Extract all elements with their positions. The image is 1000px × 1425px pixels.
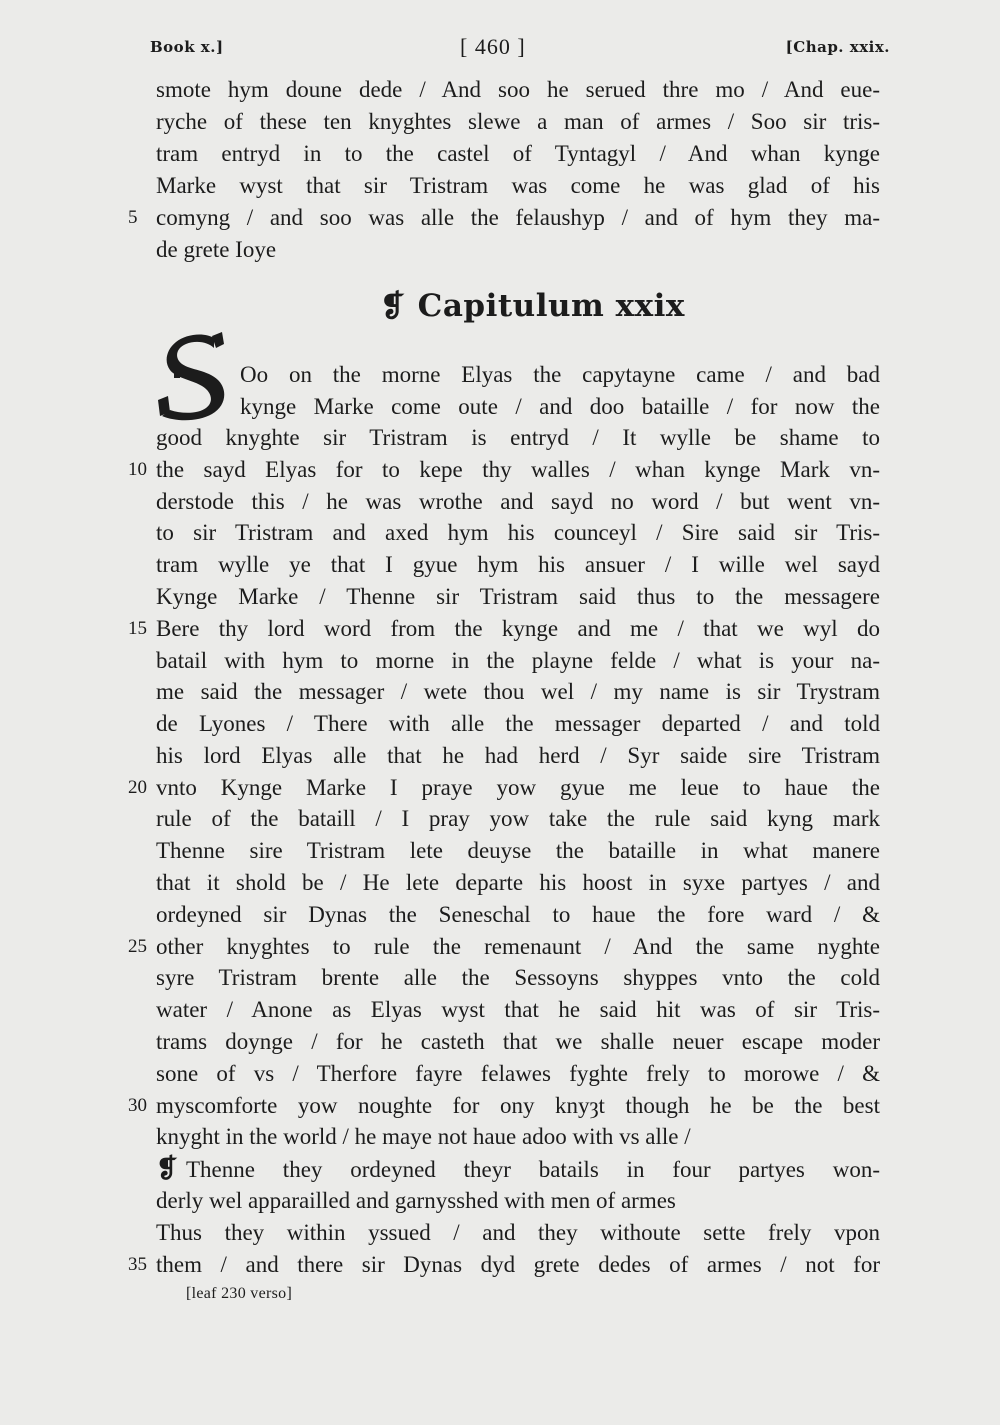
- text-line: smote hym doune dede / And soo he serued thre mo / And eue-: [156, 77, 880, 102]
- header-book-label: Book x.]: [150, 38, 224, 56]
- line-number: 15: [128, 618, 147, 639]
- text-line: rule of the bataill / I pray yow take the rule said kyng mark: [156, 806, 880, 831]
- text-line: Bere thy lord word from the kynge and me / that we wyl do: [156, 616, 880, 641]
- text-line: ❡ Thenne they ordeyned theyr batails in four partyes won-: [156, 1154, 880, 1183]
- line-number: 10: [128, 459, 147, 480]
- line-number: 5: [128, 207, 138, 228]
- drop-cap-s: [152, 330, 236, 422]
- text-line: his lord Elyas alle that he had herd / Syr saide sire Tristram: [156, 743, 880, 768]
- text-line: knyght in the world / he maye not haue adoo with vs alle /: [156, 1124, 691, 1149]
- text-line: water / Anone as Elyas wyst that he said hit was of sir Tris-: [156, 997, 880, 1022]
- text-line: the sayd Elyas for to kepe thy walles / whan kynge Mark vn-: [156, 457, 880, 482]
- text-line: tram entryd in to the castel of Tyntagyl / And whan kynge: [156, 141, 880, 166]
- text-line: myscomforte yow noughte for ony knyȝt though he be the best: [156, 1093, 880, 1118]
- paragraph-mark-icon: ❡: [156, 1154, 178, 1183]
- text-line: good knyghte sir Tristram is entryd / It wylle be shame to: [156, 425, 880, 450]
- text-line: tram wylle ye that I gyue hym his ansuer / I wille wel sayd: [156, 552, 880, 577]
- text-line: kynge Marke come oute / and doo bataille / for now the: [240, 394, 880, 419]
- text-line: batail with hym to morne in the playne felde / what is your na-: [156, 648, 880, 673]
- text-line: trams doynge / for he casteth that we shalle neuer escape moder: [156, 1029, 880, 1054]
- chapter-heading: [380, 288, 685, 324]
- line-number: 20: [128, 777, 147, 798]
- page-number: [ 460 ]: [460, 34, 526, 59]
- text-line: derstode this / he was wrothe and sayd no word / but went vn-: [156, 489, 880, 514]
- text-line: vnto Kynge Marke I praye yow gyue me leue to haue the: [156, 775, 880, 800]
- text-line: Kynge Marke / Thenne sir Tristram said thus to the messagere: [156, 584, 880, 609]
- line-number: 35: [128, 1254, 147, 1275]
- text-line: other knyghtes to rule the remenaunt / And the same nyghte: [156, 934, 880, 959]
- text-line: Marke wyst that sir Tristram was come he was glad of his: [156, 173, 880, 198]
- text-line: de Lyones / There with alle the messager departed / and told: [156, 711, 880, 736]
- text-line: to sir Tristram and axed hym his counceyl / Sire said sir Tris-: [156, 520, 880, 545]
- text-line: syre Tristram brente alle the Sessoyns shyppes vnto the cold: [156, 965, 880, 990]
- text-line: me said the messager / wete thou wel / my name is sir Trystram: [156, 679, 880, 704]
- leaf-note: [leaf 230 verso]: [186, 1285, 293, 1302]
- line-number: 30: [128, 1095, 147, 1116]
- text-line: Oo on the morne Elyas the capytayne came / and bad: [240, 362, 880, 387]
- paragraph-mark-icon: ❡: [380, 289, 406, 324]
- header-chapter-label: [Chap. xxix.: [785, 38, 890, 56]
- running-header: [150, 34, 890, 64]
- text-line: sone of vs / Therfore fayre felawes fyghte frely to morowe / &: [156, 1061, 880, 1086]
- text-line: de grete Ioye: [156, 237, 277, 262]
- chapter-title: Capitulum xxix: [417, 288, 685, 324]
- line-number: 25: [128, 936, 147, 957]
- text-line: derly wel apparailled and garnysshed with men of armes: [156, 1188, 676, 1213]
- text-line: them / and there sir Dynas dyd grete dedes of armes / not for: [156, 1252, 880, 1277]
- text-line: ryche of these ten knyghtes slewe a man of armes / Soo sir tris-: [156, 109, 880, 134]
- text-line: ordeyned sir Dynas the Seneschal to haue the fore ward / &: [156, 902, 880, 927]
- text-line: comyng / and soo was alle the felaushyp / and of hym they ma-: [156, 205, 880, 230]
- text-line: Thenne sire Tristram lete deuyse the bataille in what manere: [156, 838, 880, 863]
- text-line: that it shold be / He lete departe his hoost in syxe partyes / and: [156, 870, 880, 895]
- text-line: Thus they within yssued / and they withoute sette frely vpon: [156, 1220, 880, 1245]
